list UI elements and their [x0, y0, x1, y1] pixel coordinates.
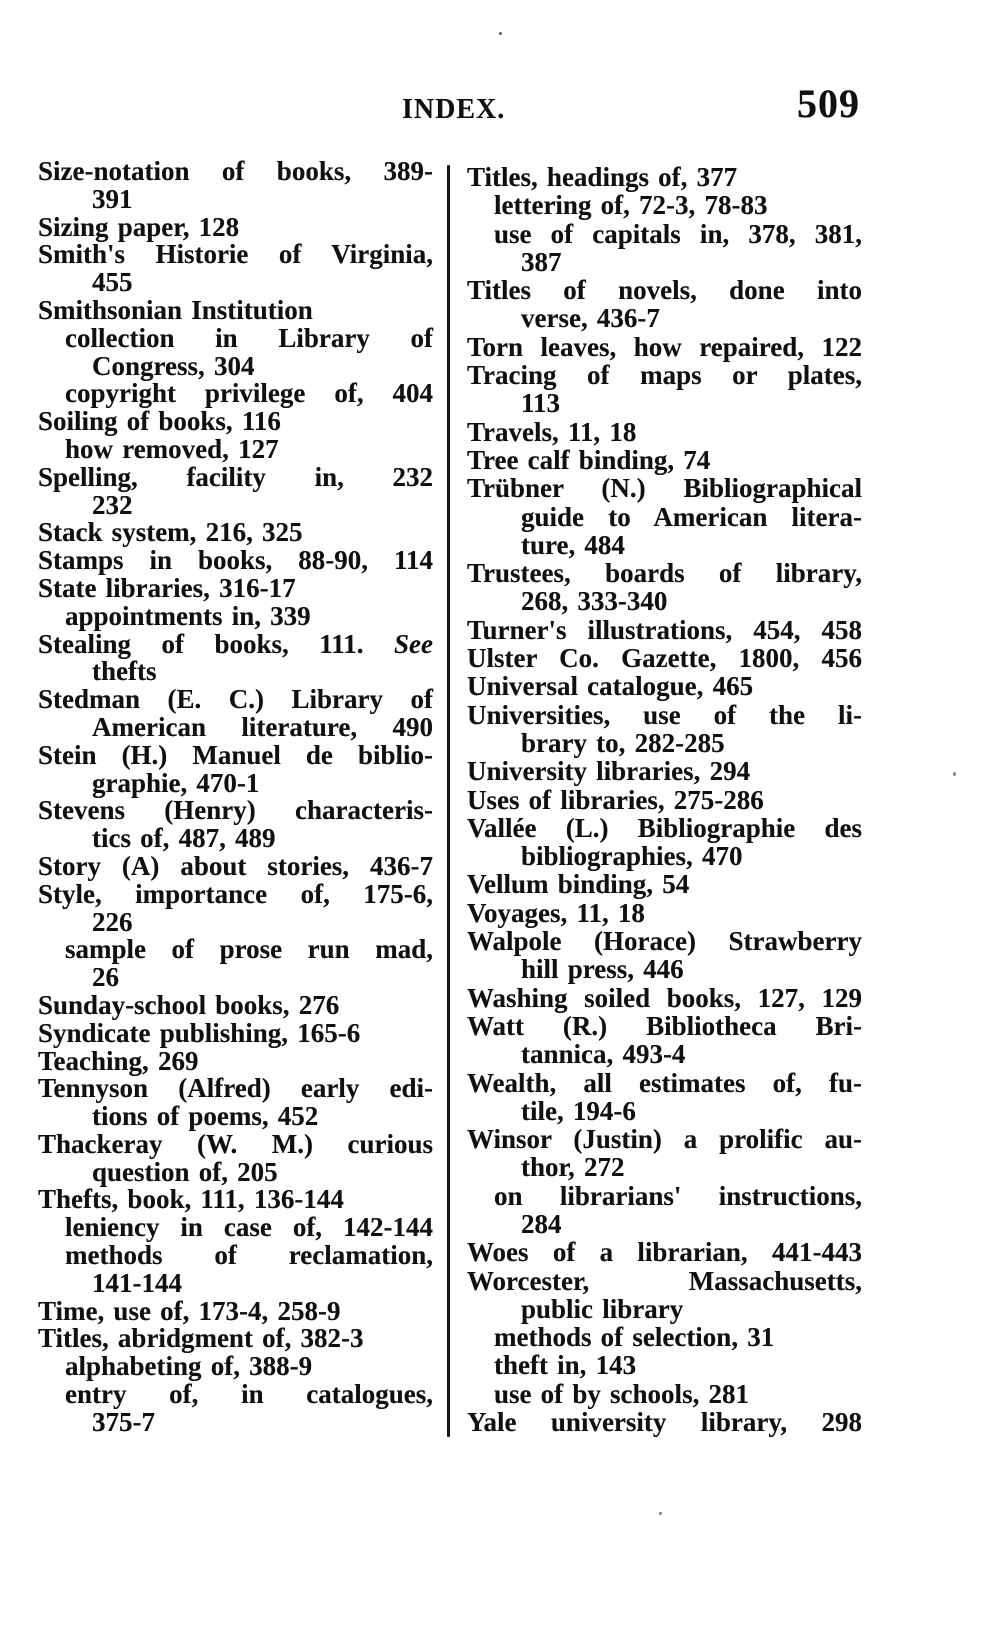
index-entry-line: Ulster Co. Gazette, 1800, 456 [467, 643, 862, 674]
index-entry-line: Time, use of, 173-4, 258-9 [38, 1295, 341, 1326]
index-entry-line: collection in Library of [65, 322, 433, 353]
index-entry-line: 268, 333-340 [521, 586, 668, 617]
index-entry-line: Universal catalogue, 465 [467, 671, 754, 702]
index-entry-line: Walpole (Horace) Strawberry [467, 926, 862, 957]
index-entry-line: Soiling of books, 116 [38, 406, 281, 437]
index-entry-line: Syndicate publishing, 165-6 [38, 1017, 361, 1048]
index-entry-line: American literature, 490 [92, 711, 433, 742]
index-entry-line: use of capitals in, 378, 381, [494, 218, 862, 249]
index-entry-line: Stevens (Henry) characteris- [38, 795, 433, 826]
index-entry-line: Stamps in books, 88-90, 114 [38, 545, 433, 576]
index-entry-line: Thefts, book, 111, 136-144 [38, 1184, 344, 1215]
index-entry-line: tics of, 487, 489 [92, 823, 276, 854]
index-entry-line: leniency in case of, 142-144 [65, 1212, 433, 1243]
page-number: 509 [797, 81, 860, 126]
index-entry-line: Tennyson (Alfred) early edi- [38, 1073, 433, 1104]
index-entry-line: Torn leaves, how repaired, 122 [467, 331, 862, 362]
index-entry-line: tions of poems, 452 [92, 1101, 319, 1132]
index-entry-line: 226 [92, 906, 133, 937]
index-entry-line: Washing soiled books, 127, 129 [467, 982, 862, 1013]
index-entry-line: University libraries, 294 [467, 756, 751, 787]
index-entry-line: 141-144 [92, 1267, 182, 1298]
index-entry-line: Titles, headings of, 377 [467, 162, 738, 192]
scan-speck [659, 1512, 662, 1515]
index-entry-line: Sunday-school books, 276 [38, 989, 340, 1020]
index-entry-line: 391 [92, 183, 133, 214]
index-entry-line: use of by schools, 281 [494, 1378, 750, 1409]
index-entry-line: Style, importance of, 175-6, [38, 878, 433, 909]
index-entry-line: alphabeting of, 388-9 [65, 1351, 313, 1382]
index-entry-line: Size-notation of books, 389- [38, 156, 433, 186]
index-entry-line: Trübner (N.) Bibliographical [467, 473, 862, 504]
index-entry-line: appointments in, 339 [65, 600, 311, 631]
index-entry-line: Yale university library, 298 [467, 1407, 862, 1438]
index-entry-line: entry of, in catalogues, [65, 1379, 433, 1410]
index-entry-line: Wealth, all estimates of, fu- [467, 1067, 862, 1098]
page-header-title: INDEX. [402, 94, 506, 125]
left-column [38, 158, 433, 1437]
index-entry-line: Spelling, facility in, 232 [38, 461, 433, 492]
index-entry-line: question of, 205 [92, 1156, 278, 1187]
index-entry-line: Story (A) about stories, 436-7 [38, 850, 433, 881]
index-entry-line: Stein (H.) Manuel de biblio- [38, 739, 433, 770]
index-entry-line: Turner's illustrations, 454, 458 [467, 614, 862, 645]
index-entry-line: Voyages, 11, 18 [467, 897, 645, 928]
index-entry-line: Titles of novels, done into [467, 275, 862, 306]
scan-speck [499, 32, 502, 35]
index-entry-line: verse, 436-7 [521, 303, 660, 334]
index-entry-line: State libraries, 316-17 [38, 572, 296, 603]
index-entry-line: Worcester, Massachusetts, [467, 1265, 862, 1296]
index-entry-line: hill press, 446 [521, 954, 684, 985]
index-entry-line: 26 [92, 962, 119, 993]
index-entry-line: Tracing of maps or plates, [467, 360, 862, 391]
index-entry-line: Congress, 304 [92, 350, 255, 381]
index-entry-line: Winsor (Justin) a prolific au- [467, 1124, 862, 1155]
index-entry-line [38, 628, 433, 659]
index-entry-line: bibliographies, 470 [521, 841, 743, 872]
index-entry-line: public library [521, 1293, 684, 1324]
index-entry-text: Stealing of books, 111. [38, 628, 395, 659]
index-entry-line: theft in, 143 [494, 1350, 637, 1381]
index-entry-line: Uses of libraries, 275-286 [467, 784, 764, 815]
index-entry-line: on librarians' instructions, [494, 1180, 862, 1211]
index-entry-line: Sizing paper, 128 [38, 211, 240, 242]
index-entry-line: Trustees, boards of library, [467, 558, 862, 589]
index-entry-line: methods of reclamation, [65, 1240, 433, 1271]
index-entry-line: ture, 484 [521, 529, 625, 560]
index-entry-line: lettering of, 72-3, 78-83 [494, 190, 768, 221]
index-entry-line: how removed, 127 [65, 433, 279, 464]
index-entry-line: thefts [92, 656, 157, 687]
index-entry-line: Travels, 11, 18 [467, 416, 637, 447]
index-entry-line: Teaching, 269 [38, 1045, 199, 1076]
index-entry-line: Watt (R.) Bibliotheca Bri- [467, 1010, 862, 1041]
index-entry-line: Woes of a librarian, 441-443 [467, 1237, 862, 1268]
index-entry-line: 284 [521, 1208, 562, 1239]
index-entry-line: Tree calf binding, 74 [467, 444, 711, 475]
column-divider [447, 165, 450, 1437]
index-entry-line: copyright privilege of, 404 [65, 378, 433, 409]
index-entry-line: graphie, 470-1 [92, 767, 260, 798]
scan-speck [953, 772, 956, 776]
index-entry-line: 232 [92, 489, 133, 520]
index-entry-line: guide to American litera- [521, 501, 862, 532]
cross-reference-see: See [394, 628, 433, 659]
index-entry-line: Thackeray (W. M.) curious [38, 1128, 433, 1159]
index-entry-line: Vallée (L.) Bibliographie des [467, 812, 862, 843]
index-entry-line: Vellum binding, 54 [467, 869, 690, 900]
index-entry-line: methods of selection, 31 [494, 1322, 775, 1353]
index-entry-line: Smith's Historie of Virginia, [38, 239, 433, 270]
index-entry-line: Titles, abridgment of, 382-3 [38, 1323, 364, 1354]
index-entry-line: thor, 272 [521, 1152, 625, 1183]
index-entry-line: Smithsonian Institution [38, 294, 313, 325]
index-entry-line: Stack system, 216, 325 [38, 517, 303, 548]
index-entry-line: Stedman (E. C.) Library of [38, 684, 433, 715]
right-column [467, 163, 862, 1436]
index-entry-line: tannica, 493-4 [521, 1039, 686, 1070]
index-entry-line: 387 [521, 246, 562, 277]
index-entry-line: sample of prose run mad, [65, 934, 433, 965]
index-entry-line: 113 [521, 388, 561, 419]
index-entry-line: tile, 194-6 [521, 1095, 636, 1126]
index-entry-line: 375-7 [92, 1406, 155, 1437]
index-entry-line: brary to, 282-285 [521, 727, 725, 758]
index-entry-line: 455 [92, 267, 133, 298]
index-entry-line: Universities, use of the li- [467, 699, 862, 730]
